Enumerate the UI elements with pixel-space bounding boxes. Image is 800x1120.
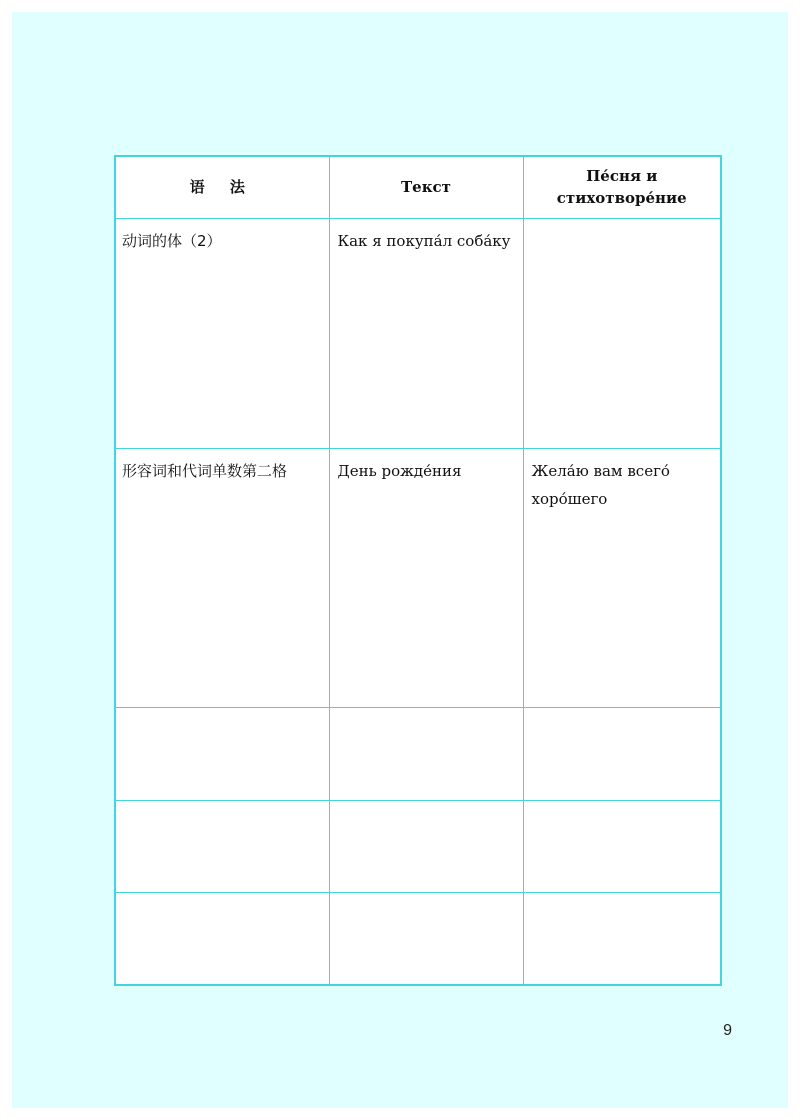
grammar-cell bbox=[115, 448, 329, 707]
page-number: 9 bbox=[723, 1022, 732, 1039]
lesson-table bbox=[114, 155, 722, 986]
grammar-cell bbox=[115, 800, 329, 892]
table-row bbox=[115, 800, 721, 892]
table-header-row bbox=[115, 156, 721, 218]
grammar-cell-text bbox=[116, 801, 329, 809]
song-cell bbox=[523, 218, 721, 448]
song-cell-text: Жела́ю вам всего́ хоро́шего bbox=[531, 461, 670, 508]
text-cell-text bbox=[330, 893, 523, 901]
text-cell-text: День рожде́ния bbox=[337, 461, 462, 480]
header-song-poem bbox=[523, 156, 721, 218]
grammar-cell-text: 形容词和代词单数第二格 bbox=[122, 461, 288, 480]
text-cell-text bbox=[330, 801, 523, 809]
text-cell bbox=[329, 448, 523, 707]
song-cell bbox=[523, 707, 721, 800]
song-cell-text bbox=[524, 801, 721, 809]
song-cell-text bbox=[524, 708, 721, 716]
grammar-cell-text: 动词的体（2） bbox=[122, 231, 222, 250]
table-row bbox=[115, 448, 721, 707]
text-cell-text bbox=[330, 708, 523, 716]
song-cell bbox=[523, 448, 721, 707]
header-song-poem-label: Пе́сня и стихотворе́ние bbox=[556, 167, 687, 208]
header-grammar bbox=[115, 156, 329, 218]
song-cell bbox=[523, 892, 721, 985]
table-row bbox=[115, 218, 721, 448]
header-text bbox=[329, 156, 523, 218]
text-cell bbox=[329, 218, 523, 448]
song-cell bbox=[523, 800, 721, 892]
text-cell-text: Как я покупа́л соба́ку bbox=[337, 231, 511, 250]
table-row bbox=[115, 892, 721, 985]
song-cell-text bbox=[524, 893, 721, 901]
grammar-cell bbox=[115, 892, 329, 985]
grammar-cell-text bbox=[116, 893, 329, 901]
grammar-cell bbox=[115, 218, 329, 448]
song-cell-text bbox=[524, 219, 721, 227]
table-row bbox=[115, 707, 721, 800]
header-grammar-label: 语 法 bbox=[189, 178, 255, 197]
grammar-cell-text bbox=[116, 708, 329, 716]
text-cell bbox=[329, 707, 523, 800]
text-cell bbox=[329, 800, 523, 892]
grammar-cell bbox=[115, 707, 329, 800]
header-text-label: Текст bbox=[401, 178, 451, 197]
text-cell bbox=[329, 892, 523, 985]
